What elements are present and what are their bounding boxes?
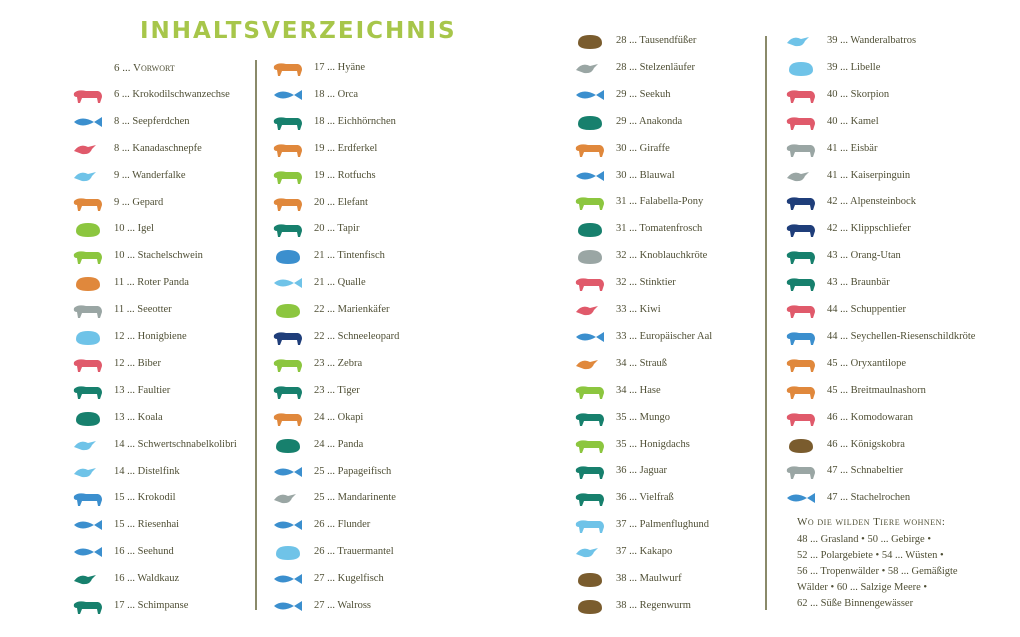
- tortoise-icon: [783, 327, 819, 347]
- entry-label: 42 ... Alpensteinbock: [827, 196, 916, 208]
- entry-label: 30 ... Giraffe: [616, 142, 670, 154]
- octopus-icon: [270, 246, 306, 266]
- bird-icon: [70, 139, 106, 159]
- komodo-icon: [783, 408, 819, 428]
- brown-bear-icon: [783, 273, 819, 293]
- panda-icon: [270, 435, 306, 455]
- entry-label: 12 ... Honigbiene: [114, 331, 187, 342]
- jellyfish-icon: [270, 273, 306, 293]
- anaconda-icon: [572, 112, 608, 132]
- entry-label: 29 ... Seekuh: [616, 88, 671, 100]
- platypus-icon: [783, 461, 819, 481]
- mole-icon: [572, 569, 608, 589]
- snow-leopard-icon: [270, 327, 306, 347]
- entry-label: 23 ... Tiger: [314, 384, 360, 396]
- hare-icon: [572, 381, 608, 401]
- walrus-icon: [270, 596, 306, 616]
- crocodile-icon: [70, 488, 106, 508]
- duck-icon: [270, 488, 306, 508]
- entry-label: 6 ... Krokodilschwanzechse: [114, 88, 230, 100]
- entry-label: 38 ... Regenwurm: [616, 599, 691, 611]
- entry-label: 32 ... Knoblauchkröte: [616, 250, 708, 262]
- entry-label: 36 ... Jaguar: [616, 465, 668, 477]
- entry-label: 9 ... Gepard: [114, 196, 164, 208]
- stingray-icon: [783, 488, 819, 508]
- entry-label: 20 ... Elefant: [314, 196, 368, 208]
- entry-label: 25 ... Mandarinente: [314, 492, 396, 504]
- entry-label: 46 ... Königskobra: [827, 438, 905, 450]
- entry-label: 28 ... Stelzenläufer: [616, 61, 696, 73]
- oryx-icon: [783, 354, 819, 374]
- page-title: INHALTSVERZEICHNIS: [140, 18, 457, 44]
- entry-label: 26 ... Trauermantel: [314, 546, 394, 558]
- seahorse-icon: [70, 112, 106, 132]
- giraffe-icon: [572, 139, 608, 159]
- entry-label: 43 ... Orang-Utan: [827, 250, 901, 262]
- entry-label: 38 ... Maulwurf: [616, 573, 682, 584]
- entry-label: 18 ... Orca: [314, 88, 359, 100]
- koala-icon: [70, 408, 106, 428]
- habitat-line: 62 ... Süße Binnengewässer: [797, 598, 914, 609]
- eel-icon: [572, 327, 608, 347]
- habitat-line: 48 ... Grasland • 50 ... Gebirge •: [797, 534, 932, 545]
- jaguar-icon: [572, 461, 608, 481]
- zebra-icon: [270, 354, 306, 374]
- entry-label: 31 ... Falabella-Pony: [616, 196, 704, 208]
- entry-label: 28 ... Tausendfüßer: [616, 35, 697, 46]
- flounder-icon: [270, 515, 306, 535]
- ostrich-icon: [572, 354, 608, 374]
- entry-label: 27 ... Kugelfisch: [314, 573, 384, 585]
- entry-label: 27 ... Walross: [314, 600, 372, 611]
- hyena-icon: [270, 58, 306, 78]
- aardvark-icon: [270, 139, 306, 159]
- wolverine-icon: [572, 488, 608, 508]
- pony-icon: [572, 192, 608, 212]
- red-panda-icon: [70, 273, 106, 293]
- entry-label: 10 ... Stachelschwein: [114, 250, 203, 262]
- entry-label: 21 ... Qualle: [314, 277, 366, 289]
- owl-icon: [70, 569, 106, 589]
- fox-icon: [270, 166, 306, 186]
- camel-icon: [783, 112, 819, 132]
- habitats-heading: Wo die wilden Tiere wohnen:: [797, 516, 946, 528]
- beaver-icon: [70, 354, 106, 374]
- habitat-line: 56 ... Tropenwälder • 58 ... Gemäßigte: [797, 566, 958, 577]
- entry-label: 16 ... Waldkauz: [114, 573, 180, 585]
- ibex-icon: [783, 192, 819, 212]
- porcupine-icon: [70, 246, 106, 266]
- entry-label: 37 ... Kakapo: [616, 546, 673, 558]
- entry-label: 39 ... Wanderalbatros: [827, 35, 917, 46]
- tapir-icon: [270, 219, 306, 239]
- entry-label: 16 ... Seehund: [114, 546, 174, 558]
- orca-icon: [270, 85, 306, 105]
- entry-label: 18 ... Eichhörnchen: [314, 115, 396, 127]
- manatee-icon: [572, 85, 608, 105]
- chimpanzee-icon: [70, 596, 106, 616]
- entry-label: 30 ... Blauwal: [616, 169, 675, 181]
- entry-label: 35 ... Honigdachs: [616, 438, 690, 450]
- entry-label: 37 ... Palmenflughund: [616, 519, 710, 531]
- entry-label: 22 ... Marienkäfer: [314, 304, 390, 316]
- elephant-icon: [270, 193, 306, 213]
- entry-label: 24 ... Panda: [314, 438, 364, 450]
- entry-label: 45 ... Oryxantilope: [827, 357, 907, 369]
- frog-icon: [572, 219, 608, 239]
- entry-label: 33 ... Kiwi: [616, 304, 661, 315]
- entry-label: 41 ... Eisbär: [827, 142, 878, 154]
- entry-label: 17 ... Hyäne: [314, 62, 366, 73]
- entry-label: 33 ... Europäischer Aal: [616, 330, 713, 342]
- hummingbird-icon: [70, 435, 106, 455]
- entry-label: 45 ... Breitmaulnashorn: [827, 384, 926, 396]
- entry-label: 47 ... Stachelrochen: [827, 492, 911, 504]
- entry-label: 19 ... Erdferkel: [314, 142, 378, 154]
- entry-label: 19 ... Rotfuchs: [314, 169, 376, 181]
- bat-icon: [572, 515, 608, 535]
- entry-label: 12 ... Biber: [114, 357, 161, 369]
- entry-label: 39 ... Libelle: [827, 61, 881, 73]
- entry-label: 26 ... Flunder: [314, 519, 371, 531]
- entry-label: 34 ... Strauß: [616, 357, 668, 369]
- entry-label: 15 ... Riesenhai: [114, 519, 180, 531]
- pangolin-icon: [783, 300, 819, 320]
- scorpion-icon: [783, 85, 819, 105]
- stilt-icon: [572, 58, 608, 78]
- entry-label: 17 ... Schimpanse: [114, 600, 189, 611]
- bee-icon: [70, 327, 106, 347]
- hedgehog-icon: [70, 219, 106, 239]
- entry-label: 8 ... Kanadaschnepfe: [114, 142, 202, 154]
- entry-label: 40 ... Skorpion: [827, 88, 890, 100]
- orangutan-icon: [783, 246, 819, 266]
- entry-label: 21 ... Tintenfisch: [314, 250, 385, 262]
- penguin-icon: [783, 166, 819, 186]
- entry-label: 35 ... Mungo: [616, 411, 670, 423]
- entry-label: 23 ... Zebra: [314, 357, 363, 369]
- parrotfish-icon: [270, 462, 306, 482]
- entry-label: 40 ... Kamel: [827, 115, 879, 127]
- tiger-icon: [270, 381, 306, 401]
- butterfly-icon: [270, 542, 306, 562]
- habitat-line: Wälder • 60 ... Salzige Meere •: [797, 582, 928, 593]
- rhino-icon: [783, 381, 819, 401]
- okapi-icon: [270, 408, 306, 428]
- shark-icon: [70, 515, 106, 535]
- entry-label: 13 ... Faultier: [114, 384, 171, 396]
- seal-icon: [70, 542, 106, 562]
- finch-icon: [70, 462, 106, 482]
- entry-label: 41 ... Kaiserpinguin: [827, 169, 911, 181]
- entry-label: 11 ... Roter Panda: [114, 277, 189, 289]
- entry-label: 31 ... Tomatenfrosch: [616, 223, 703, 235]
- entry-label: 15 ... Krokodil: [114, 492, 176, 504]
- cheetah-icon: [70, 193, 106, 213]
- polar-bear-icon: [783, 139, 819, 159]
- entry-label: 46 ... Komodowaran: [827, 411, 914, 423]
- entry-label: 6 ... Vorwort: [114, 62, 175, 74]
- ladybug-icon: [270, 300, 306, 320]
- entry-label: 25 ... Papageifisch: [314, 465, 392, 477]
- millipede-icon: [572, 31, 608, 51]
- toad-icon: [572, 246, 608, 266]
- entry-label: 43 ... Braunbär: [827, 277, 890, 289]
- lizard-icon: [70, 85, 106, 105]
- entry-label: 47 ... Schnabeltier: [827, 465, 904, 477]
- column-divider-2: [765, 36, 767, 610]
- mongoose-icon: [572, 408, 608, 428]
- entry-label: 14 ... Distelfink: [114, 465, 180, 477]
- entry-label: 8 ... Seepferdchen: [114, 115, 190, 127]
- entry-label: 42 ... Klippschliefer: [827, 223, 911, 235]
- skunk-icon: [572, 273, 608, 293]
- entry-label: 13 ... Koala: [114, 411, 163, 423]
- column-divider-1: [255, 60, 257, 610]
- blue-whale-icon: [572, 166, 608, 186]
- entry-label: 44 ... Seychellen-Riesenschildkröte: [827, 330, 976, 342]
- habitat-line: 52 ... Polargebiete • 54 ... Wüsten •: [797, 550, 944, 561]
- entry-label: 32 ... Stinktier: [616, 277, 676, 289]
- entry-label: 9 ... Wanderfalke: [114, 169, 186, 181]
- kakapo-icon: [572, 542, 608, 562]
- entry-label: 29 ... Anakonda: [616, 115, 683, 127]
- sloth-icon: [70, 381, 106, 401]
- entry-label: 11 ... Seeotter: [114, 304, 172, 316]
- hyrax-icon: [783, 219, 819, 239]
- entry-label: 14 ... Schwertschnabelkolibri: [114, 438, 237, 450]
- entry-label: 44 ... Schuppentier: [827, 304, 907, 315]
- albatross-icon: [783, 31, 819, 51]
- worm-icon: [572, 596, 608, 616]
- kiwi-icon: [572, 300, 608, 320]
- cobra-icon: [783, 435, 819, 455]
- entry-label: 10 ... Igel: [114, 223, 154, 235]
- pufferfish-icon: [270, 569, 306, 589]
- falcon-icon: [70, 166, 106, 186]
- honey-badger-icon: [572, 435, 608, 455]
- entry-label: 20 ... Tapir: [314, 223, 360, 235]
- squirrel-icon: [270, 112, 306, 132]
- otter-icon: [70, 300, 106, 320]
- entry-label: 36 ... Vielfraß: [616, 492, 674, 504]
- dragonfly-icon: [783, 58, 819, 78]
- entry-label: 24 ... Okapi: [314, 411, 364, 423]
- entry-label: 34 ... Hase: [616, 384, 661, 396]
- entry-label: 22 ... Schneeleopard: [314, 331, 400, 342]
